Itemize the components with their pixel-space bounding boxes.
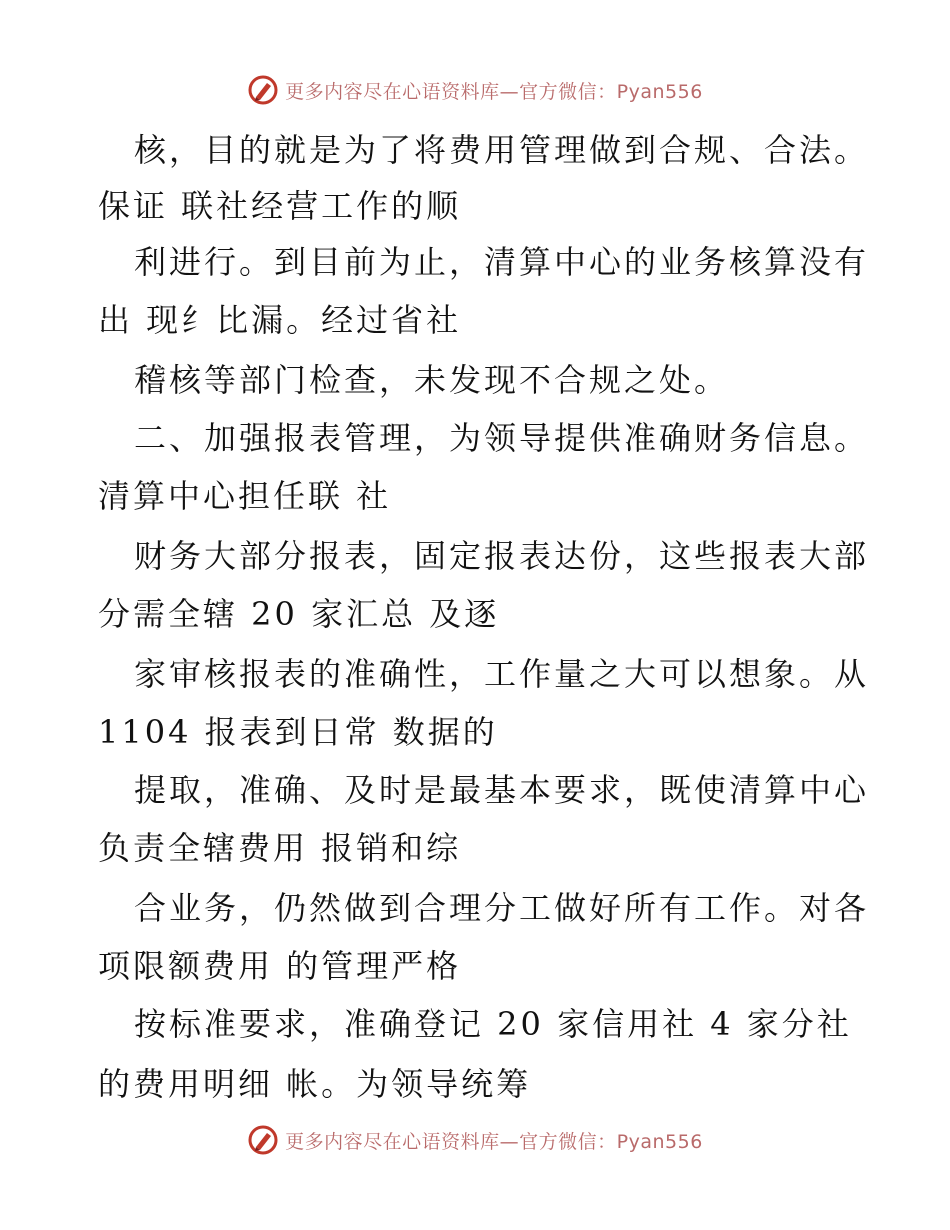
text-line-6: 二、加强报表管理，为领导提供准确财务信息。 bbox=[134, 419, 870, 457]
header-banner-text: 更多内容尽在心语资料库—官方微信：Pyan556 bbox=[285, 80, 703, 103]
text-line-5: 稽核等部门检查，未发现不合规之处。 bbox=[134, 361, 730, 399]
text-line-14: 合业务，仍然做到合理分工做好所有工作。对各 bbox=[134, 889, 870, 927]
text-line-13: 负责全辖费用 报销和综 bbox=[98, 829, 462, 867]
text-line-12: 提取，准确、及时是最基本要求，既使清算中心 bbox=[134, 771, 870, 809]
text-line-1: 核，目的就是为了将费用管理做到合规、合法。 bbox=[134, 131, 870, 169]
text-line-10: 家审核报表的准确性，工作量之大可以想象。从 bbox=[134, 655, 870, 693]
text-line-4: 出 现纟比漏。经过省社 bbox=[98, 301, 462, 339]
pen-logo-icon bbox=[247, 1124, 279, 1156]
text-line-7: 清算中心担任联 社 bbox=[98, 477, 392, 515]
text-line-16: 按标准要求，准确登记 20 家信用社 4 家分社 bbox=[134, 1005, 852, 1043]
text-line-11: 1104 报表到日常 数据的 bbox=[98, 713, 498, 751]
text-line-17: 的费用明细 帐。为领导统筹 bbox=[98, 1065, 532, 1103]
footer-banner bbox=[0, 1120, 950, 1160]
footer-banner-text: 更多内容尽在心语资料库—官方微信：Pyan556 bbox=[285, 1130, 703, 1153]
text-line-15: 项限额费用 的管理严格 bbox=[98, 947, 462, 985]
text-line-2: 保证 联社经营工作的顺 bbox=[98, 187, 462, 225]
text-line-8: 财务大部分报表，固定报表达份，这些报表大部 bbox=[134, 537, 870, 575]
pen-logo-icon bbox=[247, 74, 279, 106]
header-banner bbox=[0, 70, 950, 110]
text-line-3: 利进行。到目前为止，清算中心的业务核算没有 bbox=[134, 243, 870, 281]
text-line-9: 分需全辖 20 家汇总 及逐 bbox=[98, 595, 500, 633]
